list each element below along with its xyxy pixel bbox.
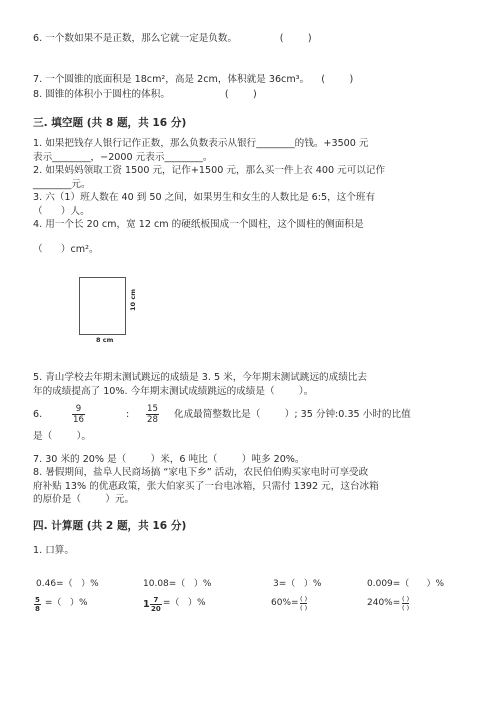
calc-item-2: 10.08=（ ）% <box>143 579 212 589</box>
fraction-denominator: 16 <box>73 415 84 425</box>
calc-item-6-rest: =（ ）% <box>160 598 206 608</box>
fraction-numerator: 9 <box>72 404 85 415</box>
fill-q4-line2: （ ）cm²。 <box>33 244 99 255</box>
fill-q2-line1: 2. 如果妈妈领取工资 1500 元，记作+1500 元，那么买一件上衣 400 元可以记作 <box>33 165 386 176</box>
fill-q6-fraction-1 <box>72 404 85 425</box>
figure-width-label: 8 cm <box>96 336 114 344</box>
fraction-denominator: 8 <box>35 605 40 613</box>
fraction-numerator: 5 <box>35 596 40 604</box>
calc-item-3: 3=（ ）% <box>273 579 322 589</box>
fill-q8-line2: 府补贴 13% 的优惠政策，张大伯家买了一台电冰箱，只需付 1392 元，这台冰箱 <box>33 481 379 492</box>
fill-q6-line2: 是（ ）。 <box>33 431 91 442</box>
fill-q5-line2: 年的成绩提高了 10%. 今年期末测试成绩跳远的成绩是（ ）。 <box>33 386 314 397</box>
figure-height-label: 10 cm <box>128 289 137 311</box>
cardboard-rectangle-figure <box>79 277 126 335</box>
fill-q1-line1: 1. 如果把钱存人银行记作正数，那么负数表示从银行________的钱。+3500 元 <box>33 138 369 149</box>
calc-item-5-rest: =（ ）% <box>42 598 88 608</box>
fill-q5-line1: 5. 青山学校去年期末测试跳远的成绩是 3. 5 米，今年期末测试跳远的成绩比去 <box>33 372 368 383</box>
fraction-denominator: 28 <box>147 415 158 425</box>
fill-q8-line3: 的原价是（ ）元。 <box>33 494 135 505</box>
fill-q8-line1: 8. 暑假期间，盐阜人民商场搞 “家电下乡” 活动，农民伯伯购买家电时可享受政 <box>33 467 369 478</box>
fraction-numerator: 15 <box>147 404 158 414</box>
fill-q6-colon: : <box>126 409 130 420</box>
calc-item-4: 0.009=（ ）% <box>367 579 445 589</box>
fill-q6-text: 化成最简整数比是（ ）; 35 分钟:0.35 小时的比值 <box>174 409 411 420</box>
calc-item-6-whole: 1 <box>143 599 150 610</box>
fill-q3-line2: （ ）人。 <box>33 206 90 217</box>
calc-item-7-prefix: 60%= <box>271 598 299 608</box>
fraction-numerator: ( ) <box>300 595 308 603</box>
fraction-denominator: ( ) <box>402 604 410 612</box>
calc-item-8-prefix: 240%= <box>367 598 401 608</box>
fraction-numerator: 7 <box>150 596 162 605</box>
fill-q7: 7. 30 米的 20% 是（ ）米，6 吨比（ ）吨多 20%。 <box>33 454 305 465</box>
tf-question-6: 6. 一个数如果不是正数，那么它就一定是负数。 ( ) <box>33 33 312 44</box>
fraction-numerator: ( ) <box>402 595 410 603</box>
tf-question-8: 8. 圆锥的体积小于圆柱的体积。 ( ) <box>33 89 257 100</box>
fill-q4-line1: 4. 用一个长 20 cm，宽 12 cm 的硬纸板围成一个圆柱，这个圆柱的侧面积是 <box>33 219 364 230</box>
fraction-denominator: 20 <box>151 605 161 613</box>
fill-q3-line1: 3. 六（1）班人数在 40 到 50 之间，如果男生和女生的人数比是 6:5，这个班有 <box>33 192 376 203</box>
calc-item-1: 0.46=（ ）% <box>36 579 99 589</box>
tf-question-7: 7. 一个圆锥的底面积是 18cm²，高是 2cm，体积就是 36cm³。 ( ) <box>33 74 354 85</box>
fill-q6-fraction-2 <box>146 404 159 425</box>
calc-q1-label: 1. 口算。 <box>33 545 74 556</box>
calc-item-5-fraction <box>34 596 41 613</box>
fill-q6-number: 6. <box>33 409 43 420</box>
fill-q1-line2: 表示________，−2000 元表示________。 <box>33 152 213 163</box>
fraction-denominator: ( ) <box>300 604 308 612</box>
section-4-heading: 四. 计算题 (共 2 题，共 16 分) <box>33 520 187 532</box>
calc-item-8-fraction <box>402 595 409 612</box>
calc-item-7-fraction <box>300 595 307 612</box>
section-3-heading: 三. 填空题 (共 8 题，共 16 分) <box>33 117 187 129</box>
fill-q2-line2: ________元。 <box>33 179 91 190</box>
